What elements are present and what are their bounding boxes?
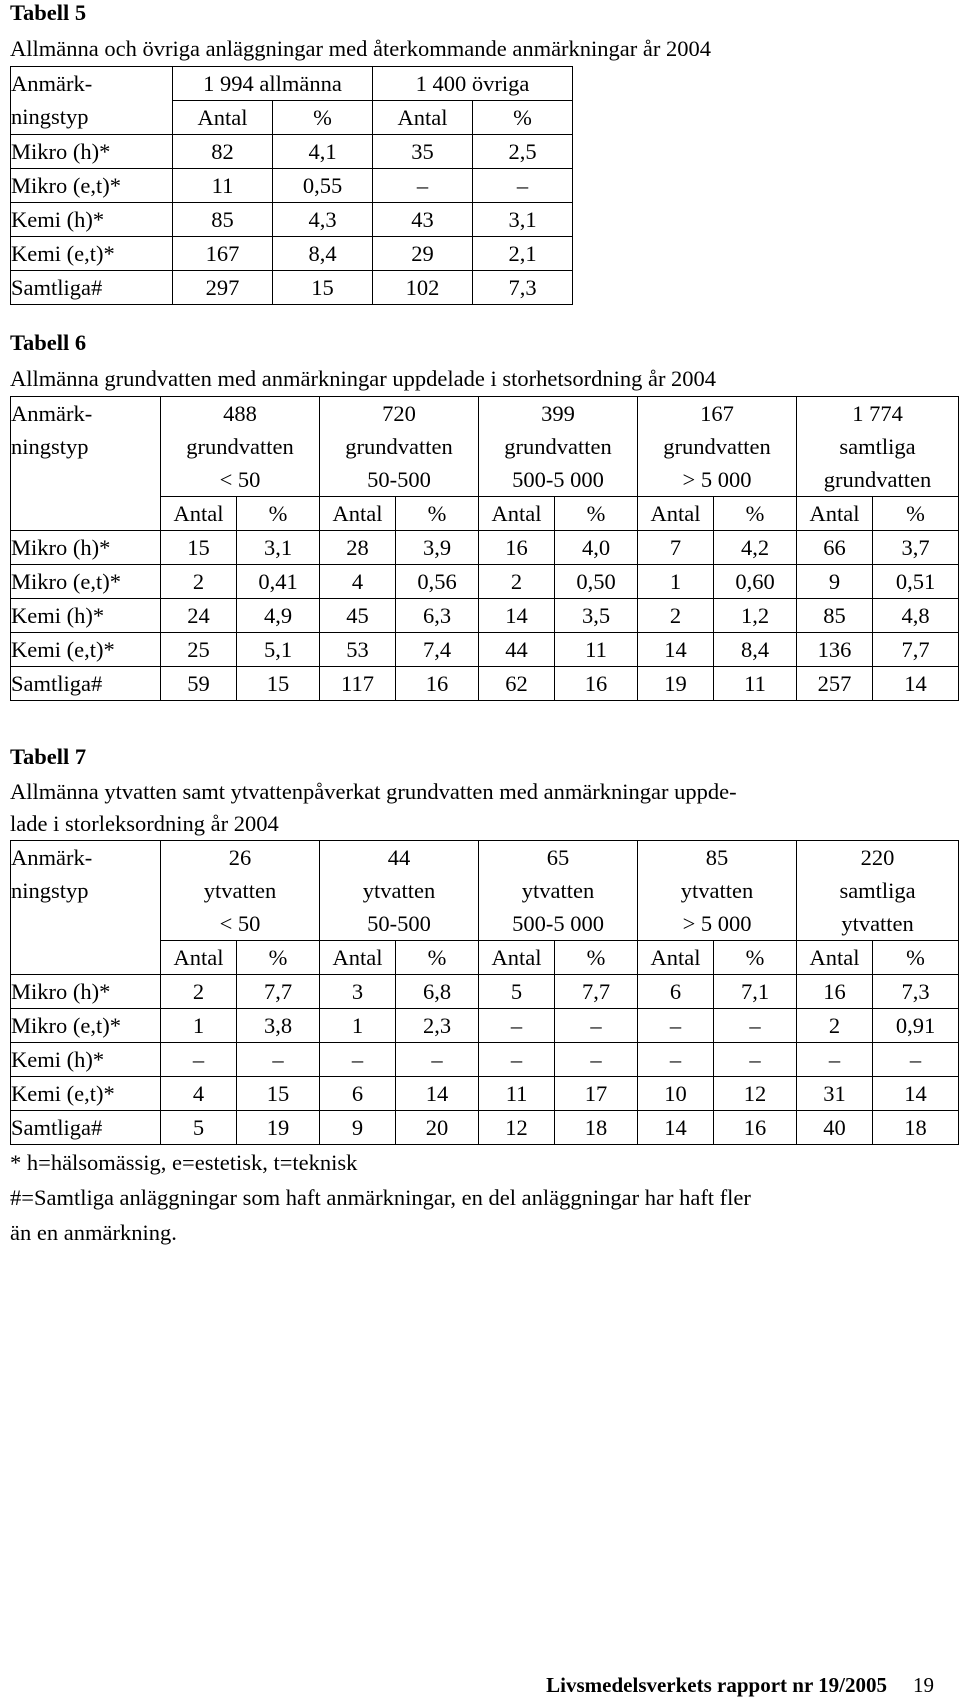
table-cell: 0,56 xyxy=(396,565,479,599)
table-cell: – xyxy=(873,1043,959,1077)
column-group-header: 1 400 övriga xyxy=(373,67,573,101)
table-cell: 16 xyxy=(714,1111,797,1145)
table-cell: 62 xyxy=(479,667,555,701)
group-range: > 5 000 xyxy=(682,911,752,936)
group-range: 500-5 000 xyxy=(512,467,604,492)
table-cell: 1 xyxy=(320,1009,396,1043)
group-type: grundvatten xyxy=(186,434,294,459)
table-cell: 2 xyxy=(161,975,237,1009)
table-cell: – xyxy=(638,1043,714,1077)
tabell-7-table xyxy=(10,840,959,1145)
subheader: Antal xyxy=(797,497,873,531)
table-cell: 31 xyxy=(797,1077,873,1111)
table-cell: 15 xyxy=(237,1077,320,1111)
row-label: Mikro (e,t)* xyxy=(11,565,161,599)
subheader: Antal xyxy=(638,497,714,531)
group-type: ytvatten xyxy=(521,878,595,903)
table-cell: 11 xyxy=(479,1077,555,1111)
subheader: % xyxy=(555,941,638,975)
table-cell: 18 xyxy=(555,1111,638,1145)
table-cell: 7,1 xyxy=(714,975,797,1009)
group-count: 26 xyxy=(228,845,252,870)
table-cell: 5,1 xyxy=(237,633,320,667)
column-group-header xyxy=(638,397,797,497)
column-group-header xyxy=(161,841,320,941)
column-group-header xyxy=(797,841,959,941)
table-row xyxy=(11,135,573,169)
rowlabel-header xyxy=(11,67,173,135)
column-group-header: 1 994 allmänna xyxy=(173,67,373,101)
table-cell: – xyxy=(479,1043,555,1077)
rowlabel-line: Anmärk- xyxy=(11,71,93,96)
table-cell: 12 xyxy=(714,1077,797,1111)
group-range: grundvatten xyxy=(823,467,932,492)
column-group-header xyxy=(320,841,479,941)
page-footer xyxy=(546,1670,934,1702)
group-count: 85 xyxy=(705,845,729,870)
group-count: 44 xyxy=(387,845,411,870)
subheader: % xyxy=(555,497,638,531)
table-cell: 102 xyxy=(373,271,473,305)
table-title: Tabell 5 xyxy=(10,0,87,25)
tabell-7-section xyxy=(10,744,959,1250)
table-row xyxy=(11,667,959,701)
table-cell: 66 xyxy=(797,531,873,565)
group-count: 720 xyxy=(382,401,416,426)
table-cell: 18 xyxy=(873,1111,959,1145)
row-label: Mikro (e,t)* xyxy=(11,1009,161,1043)
group-range: > 5 000 xyxy=(682,467,752,492)
table-row xyxy=(11,1077,959,1111)
group-count: 220 xyxy=(860,845,895,870)
table-caption: Allmänna och övriga anläggningar med återkommande anmärkningar år 2004 xyxy=(10,36,712,61)
table-cell: 14 xyxy=(479,599,555,633)
table-cell: 9 xyxy=(797,565,873,599)
table-cell: 15 xyxy=(273,271,373,305)
subheader: Antal xyxy=(479,941,555,975)
row-label: Mikro (e,t)* xyxy=(11,169,173,203)
table-cell: 8,4 xyxy=(273,237,373,271)
table-cell: 17 xyxy=(555,1077,638,1111)
table-cell: – xyxy=(373,169,473,203)
table-cell: 11 xyxy=(173,169,273,203)
table-cell: 35 xyxy=(373,135,473,169)
empty-cell xyxy=(11,497,161,531)
table-cell: 2,1 xyxy=(473,237,573,271)
table-cell: 3,9 xyxy=(396,531,479,565)
table-cell: – xyxy=(320,1043,396,1077)
table-cell: 297 xyxy=(173,271,273,305)
table-cell: 0,50 xyxy=(555,565,638,599)
subheader: Antal xyxy=(479,497,555,531)
subheader: % xyxy=(714,941,797,975)
table-cell: 15 xyxy=(237,667,320,701)
group-range: < 50 xyxy=(219,467,261,492)
table-cell: 3,7 xyxy=(873,531,959,565)
rowlabel-line: ningstyp xyxy=(11,434,89,459)
table-cell: 117 xyxy=(320,667,396,701)
row-label: Kemi (h)* xyxy=(11,599,161,633)
group-range: < 50 xyxy=(219,911,261,936)
table-cell: – xyxy=(479,1009,555,1043)
table-row xyxy=(11,1043,959,1077)
subheader: % xyxy=(396,941,479,975)
table-cell: 3,8 xyxy=(237,1009,320,1043)
column-group-header xyxy=(479,841,638,941)
table-caption-line: lade i storleksordning år 2004 xyxy=(10,811,279,836)
group-count: 399 xyxy=(541,401,575,426)
footnote: #=Samtliga anläggningar som haft anmärkningar, en del anläggningar har haft fler xyxy=(10,1185,751,1210)
row-label: Kemi (e,t)* xyxy=(11,633,161,667)
table-cell: 24 xyxy=(161,599,237,633)
subheader: % xyxy=(273,101,373,135)
table-cell: 7,7 xyxy=(555,975,638,1009)
table-cell: 14 xyxy=(873,1077,959,1111)
footnotes xyxy=(10,1145,959,1250)
table-cell: 2 xyxy=(161,565,237,599)
table-cell: 8,4 xyxy=(714,633,797,667)
table-cell: 59 xyxy=(161,667,237,701)
table-cell: 14 xyxy=(873,667,959,701)
group-count: 167 xyxy=(700,401,734,426)
table-cell: 0,41 xyxy=(237,565,320,599)
column-group-header xyxy=(797,397,959,497)
table-cell: 20 xyxy=(396,1111,479,1145)
table-cell: 44 xyxy=(479,633,555,667)
row-label: Kemi (h)* xyxy=(11,1043,161,1077)
footnote: * h=hälsomässig, e=estetisk, t=teknisk xyxy=(10,1150,358,1175)
table-cell: – xyxy=(473,169,573,203)
table-cell: 28 xyxy=(320,531,396,565)
subheader: % xyxy=(873,497,959,531)
group-type: samtliga xyxy=(839,434,916,459)
table-cell: 3,1 xyxy=(473,203,573,237)
table-row xyxy=(11,633,959,667)
rowlabel-line: Anmärk- xyxy=(11,845,93,870)
group-range: 50-500 xyxy=(367,467,431,492)
empty-cell xyxy=(11,941,161,975)
tabell-5-table xyxy=(10,66,573,305)
table-cell: 1,2 xyxy=(714,599,797,633)
group-range: 500-5 000 xyxy=(512,911,604,936)
row-label: Samtliga# xyxy=(11,271,173,305)
table-cell: 7,3 xyxy=(473,271,573,305)
group-range: ytvatten xyxy=(841,911,914,936)
table-cell: 7 xyxy=(638,531,714,565)
group-count: 65 xyxy=(546,845,570,870)
table-cell: 0,60 xyxy=(714,565,797,599)
group-type: ytvatten xyxy=(203,878,277,903)
table-cell: 4,2 xyxy=(714,531,797,565)
table-title: Tabell 6 xyxy=(10,330,87,355)
table-cell: 2,5 xyxy=(473,135,573,169)
subheader: Antal xyxy=(173,101,273,135)
table-cell: 11 xyxy=(714,667,797,701)
table-cell: 19 xyxy=(638,667,714,701)
row-label: Samtliga# xyxy=(11,1111,161,1145)
column-group-header xyxy=(479,397,638,497)
table-cell: 7,4 xyxy=(396,633,479,667)
subheader: Antal xyxy=(373,101,473,135)
table-cell: – xyxy=(237,1043,320,1077)
table-cell: 15 xyxy=(161,531,237,565)
table-cell: – xyxy=(714,1043,797,1077)
footnote: än en anmärkning. xyxy=(10,1220,177,1245)
table-cell: 45 xyxy=(320,599,396,633)
group-type: ytvatten xyxy=(680,878,754,903)
table-cell: 257 xyxy=(797,667,873,701)
group-type: grundvatten xyxy=(504,434,612,459)
subheader: Antal xyxy=(320,941,396,975)
table-cell: 3 xyxy=(320,975,396,1009)
table-cell: 1 xyxy=(161,1009,237,1043)
table-cell: 16 xyxy=(797,975,873,1009)
table-cell: – xyxy=(714,1009,797,1043)
table-row xyxy=(11,1009,959,1043)
table-cell: 85 xyxy=(173,203,273,237)
table-cell: 2 xyxy=(797,1009,873,1043)
table-cell: 0,55 xyxy=(273,169,373,203)
row-label: Kemi (h)* xyxy=(11,203,173,237)
table-cell: 12 xyxy=(479,1111,555,1145)
rowlabel-header xyxy=(11,397,161,497)
subheader: % xyxy=(396,497,479,531)
table-cell: 19 xyxy=(237,1111,320,1145)
rowlabel-header xyxy=(11,841,161,941)
table-cell: 7,7 xyxy=(873,633,959,667)
group-range: 50-500 xyxy=(367,911,431,936)
table-cell: 53 xyxy=(320,633,396,667)
table-cell: 136 xyxy=(797,633,873,667)
tabell-5-section xyxy=(10,0,711,305)
table-cell: 5 xyxy=(479,975,555,1009)
table-cell: 167 xyxy=(173,237,273,271)
table-cell: 4 xyxy=(320,565,396,599)
table-row xyxy=(11,1111,959,1145)
table-cell: 16 xyxy=(479,531,555,565)
rowlabel-line: ningstyp xyxy=(11,104,89,129)
table-cell: 43 xyxy=(373,203,473,237)
tabell-6-section xyxy=(10,330,959,701)
table-row xyxy=(11,565,959,599)
column-group-header xyxy=(638,841,797,941)
table-cell: 2 xyxy=(638,599,714,633)
table-cell: 3,1 xyxy=(237,531,320,565)
row-label: Mikro (h)* xyxy=(11,135,173,169)
table-row xyxy=(11,975,959,1009)
table-cell: 6 xyxy=(638,975,714,1009)
table-cell: 16 xyxy=(396,667,479,701)
table-cell: 4,1 xyxy=(273,135,373,169)
table-caption: Allmänna grundvatten med anmärkningar uppdelade i storhetsordning år 2004 xyxy=(10,366,717,391)
table-cell: 0,51 xyxy=(873,565,959,599)
table-caption-line: Allmänna ytvatten samt ytvattenpåverkat grundvatten med anmärkningar uppde- xyxy=(10,779,737,804)
table-cell: 2,3 xyxy=(396,1009,479,1043)
subheader: Antal xyxy=(161,941,237,975)
subheader: % xyxy=(237,497,320,531)
table-cell: 29 xyxy=(373,237,473,271)
table-row xyxy=(11,599,959,633)
page-number: 19 xyxy=(913,1673,934,1697)
subheader: % xyxy=(237,941,320,975)
footer-title: Livsmedelsverkets rapport nr 19/2005 xyxy=(546,1673,887,1697)
subheader: Antal xyxy=(797,941,873,975)
column-group-header xyxy=(320,397,479,497)
table-cell: 7,3 xyxy=(873,975,959,1009)
subheader: % xyxy=(714,497,797,531)
subheader: Antal xyxy=(320,497,396,531)
table-cell: 6 xyxy=(320,1077,396,1111)
table-cell: 6,3 xyxy=(396,599,479,633)
table-title: Tabell 7 xyxy=(10,744,87,769)
table-cell: 11 xyxy=(555,633,638,667)
table-cell: 0,91 xyxy=(873,1009,959,1043)
table-cell: 14 xyxy=(396,1077,479,1111)
group-type: grundvatten xyxy=(663,434,771,459)
table-cell: 14 xyxy=(638,1111,714,1145)
table-cell: – xyxy=(555,1043,638,1077)
tabell-6-table xyxy=(10,396,959,701)
table-cell: 1 xyxy=(638,565,714,599)
table-cell: 25 xyxy=(161,633,237,667)
table-cell: 85 xyxy=(797,599,873,633)
rowlabel-line: ningstyp xyxy=(11,878,89,903)
row-label: Kemi (e,t)* xyxy=(11,1077,161,1111)
table-cell: – xyxy=(797,1043,873,1077)
table-row xyxy=(11,271,573,305)
table-cell: 6,8 xyxy=(396,975,479,1009)
table-cell: 10 xyxy=(638,1077,714,1111)
group-type: samtliga xyxy=(839,878,916,903)
table-row xyxy=(11,203,573,237)
table-cell: 4,8 xyxy=(873,599,959,633)
subheader: % xyxy=(873,941,959,975)
table-cell: 3,5 xyxy=(555,599,638,633)
table-cell: 5 xyxy=(161,1111,237,1145)
table-cell: 7,7 xyxy=(237,975,320,1009)
table-cell: – xyxy=(555,1009,638,1043)
table-cell: 4,0 xyxy=(555,531,638,565)
table-cell: 4,3 xyxy=(273,203,373,237)
table-cell: 9 xyxy=(320,1111,396,1145)
table-cell: – xyxy=(161,1043,237,1077)
table-row xyxy=(11,531,959,565)
table-cell: 4,9 xyxy=(237,599,320,633)
group-type: ytvatten xyxy=(362,878,436,903)
table-cell: 4 xyxy=(161,1077,237,1111)
subheader: Antal xyxy=(638,941,714,975)
table-cell: – xyxy=(396,1043,479,1077)
row-label: Mikro (h)* xyxy=(11,975,161,1009)
subheader: % xyxy=(473,101,573,135)
subheader: Antal xyxy=(161,497,237,531)
rowlabel-line: Anmärk- xyxy=(11,401,93,426)
table-row xyxy=(11,237,573,271)
row-label: Mikro (h)* xyxy=(11,531,161,565)
table-cell: 16 xyxy=(555,667,638,701)
row-label: Samtliga# xyxy=(11,667,161,701)
group-type: grundvatten xyxy=(345,434,453,459)
group-count: 1 774 xyxy=(852,401,903,426)
table-cell: 14 xyxy=(638,633,714,667)
table-cell: – xyxy=(638,1009,714,1043)
table-cell: 2 xyxy=(479,565,555,599)
group-count: 488 xyxy=(223,401,257,426)
table-row xyxy=(11,169,573,203)
table-cell: 40 xyxy=(797,1111,873,1145)
row-label: Kemi (e,t)* xyxy=(11,237,173,271)
table-cell: 82 xyxy=(173,135,273,169)
column-group-header xyxy=(161,397,320,497)
